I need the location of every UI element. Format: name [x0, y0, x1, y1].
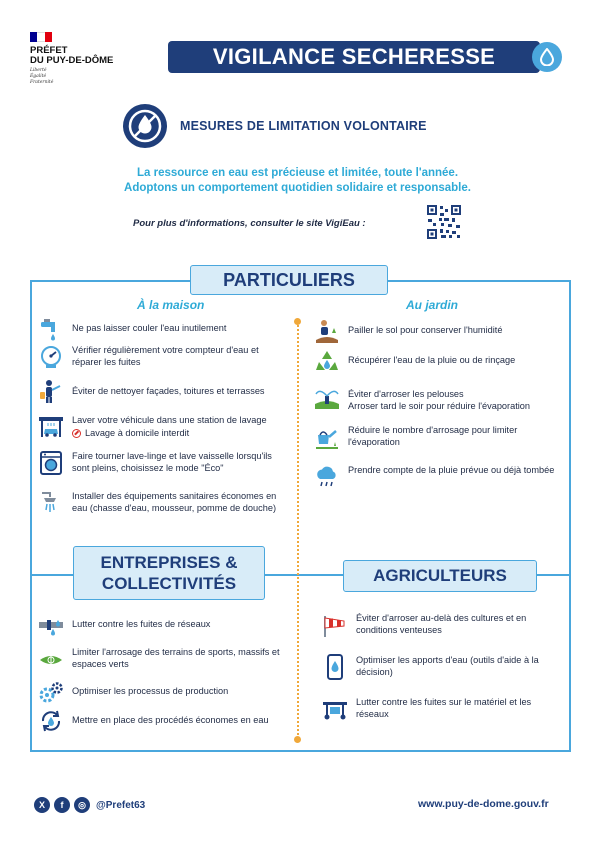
item-text: Prendre compte de la pluie prévue ou déjà tombée — [348, 465, 555, 475]
list-item — [38, 680, 290, 706]
item-text: Éviter d'arroser les pelouses — [348, 389, 464, 399]
gardener-mulch-icon — [314, 318, 340, 344]
washing-machine-icon — [38, 450, 64, 476]
list-item — [38, 708, 296, 734]
lawn-sprinkler-icon — [314, 384, 340, 410]
column-divider — [297, 322, 299, 742]
list-item — [38, 450, 290, 476]
no-water-drop-icon — [122, 103, 168, 149]
agriculteurs-title: AGRICULTEURS — [373, 566, 507, 585]
windsock-icon — [322, 612, 348, 638]
facebook-icon[interactable]: f — [54, 797, 70, 813]
watering-can-icon — [314, 424, 340, 450]
motto-fraternite: Fraternité — [30, 80, 54, 85]
shower-head-icon — [38, 490, 64, 516]
divider-dot-top — [294, 318, 301, 325]
rain-cloud-icon — [314, 464, 340, 490]
entreprises-heading — [73, 546, 265, 600]
prohibited-icon — [72, 429, 81, 438]
intro-line-1: La ressource en eau est précieuse et limitée, toute l'année. — [136, 167, 459, 179]
social-handle[interactable]: @Prefet63 — [96, 799, 146, 811]
list-item — [314, 348, 566, 374]
list-item — [38, 612, 290, 638]
recycle-water-icon — [314, 348, 340, 374]
sports-field-icon — [38, 646, 64, 672]
motto-liberte: Liberté — [30, 68, 47, 73]
list-item — [38, 344, 290, 370]
prefet-line-2: DU PUY-DE-DÔME — [30, 55, 114, 66]
measures-subtitle: MESURES DE LIMITATION VOLONTAIRE — [180, 119, 427, 133]
item-text-block — [348, 388, 530, 412]
item-text: Optimiser les processus de production — [72, 686, 229, 696]
entreprises-title-line-1: ENTREPRISES & — [100, 553, 238, 572]
instagram-icon[interactable]: ◎ — [74, 797, 90, 813]
flag-red-band — [45, 32, 52, 42]
item-text: Ne pas laisser couler l'eau inutilement — [72, 323, 227, 333]
item-text: Récupérer l'eau de la pluie ou de rinçage — [348, 355, 516, 365]
item-text: Optimiser les apports d'eau (outils d'aide à la décision) — [356, 655, 539, 677]
list-item — [314, 384, 572, 412]
particuliers-title: PARTICULIERS — [223, 269, 355, 290]
list-item — [314, 318, 566, 344]
item-text: Installer des équipements sanitaires économes en eau (chasse d'eau, mousseur, pomme de douche) — [72, 491, 277, 513]
republic-motto — [30, 68, 140, 86]
agriculteurs-heading — [343, 560, 537, 592]
list-item — [38, 378, 290, 404]
maison-heading: À la maison — [137, 298, 205, 312]
intro-text — [60, 166, 535, 196]
website-link[interactable]: www.puy-de-dome.gouv.fr — [418, 798, 549, 810]
list-item — [322, 654, 566, 680]
social-links — [34, 797, 145, 813]
item-text: Réduire le nombre d'arrosage pour limiter l'évaporation — [348, 425, 518, 447]
list-item — [314, 424, 566, 450]
list-item — [38, 646, 290, 672]
item-text: Faire tourner lave-linge et lave vaisselle lorsqu'ils sont pleins, choisissez le mode "Éco" — [72, 451, 272, 473]
item-text: Laver votre véhicule dans une station de lavage — [72, 415, 267, 425]
list-item — [314, 464, 566, 490]
item-text: Limiter l'arrosage des terrains de sports, massifs et espaces verts — [72, 647, 280, 669]
phone-drop-icon — [322, 654, 348, 680]
item-text: Lutter contre les fuites de réseaux — [72, 619, 211, 629]
water-drop-icon — [532, 42, 562, 72]
item-text: Mettre en place des procédés économes en eau — [72, 715, 269, 725]
prefecture-logo — [30, 32, 140, 86]
qr-code-icon[interactable] — [426, 204, 462, 240]
item-note-text: Lavage à domicile interdit — [85, 428, 190, 438]
pressure-washer-icon — [38, 378, 64, 404]
jardin-heading: Au jardin — [406, 298, 459, 312]
vigieau-info: Pour plus d'informations, consulter le site VigiEau : — [133, 218, 366, 229]
entreprises-title — [101, 552, 238, 594]
item-text: Pailler le sol pour conserver l'humidité — [348, 325, 503, 335]
list-item — [322, 612, 566, 638]
title-banner — [168, 41, 540, 73]
item-text: Lutter contre les fuites sur le matériel et les réseaux — [356, 697, 532, 719]
water-meter-icon — [38, 344, 64, 370]
irrigation-equipment-icon — [322, 696, 348, 722]
leaking-pipe-icon — [38, 612, 64, 638]
motto-egalite: Égalité — [30, 74, 47, 79]
gears-icon — [38, 680, 64, 706]
item-text: Vérifier régulièrement votre compteur d'eau et réparer les fuites — [72, 345, 259, 367]
list-item — [38, 316, 290, 342]
intro-line-2: Adoptons un comportement quotidien solidaire et responsable. — [124, 182, 471, 194]
item-text: Éviter de nettoyer façades, toitures et terrasses — [72, 386, 265, 396]
x-icon[interactable]: X — [34, 797, 50, 813]
item-text-2: Arroser tard le soir pour réduire l'évaporation — [348, 401, 531, 411]
page-title: VIGILANCE SECHERESSE — [212, 44, 496, 69]
item-text-block — [72, 414, 267, 439]
prefet-line-1: PRÉFET — [30, 45, 68, 56]
french-flag-icon — [30, 32, 52, 42]
list-item — [38, 490, 290, 516]
faucet-icon — [38, 316, 64, 342]
water-cycle-icon — [38, 708, 64, 734]
divider-dot-bottom — [294, 736, 301, 743]
item-note — [72, 427, 267, 439]
item-text: Éviter d'arroser au-delà des cultures et en conditions venteuses — [356, 613, 527, 635]
list-item — [38, 414, 296, 440]
flag-white-band — [37, 32, 44, 42]
particuliers-heading — [190, 265, 388, 295]
flag-blue-band — [30, 32, 37, 42]
list-item — [322, 696, 566, 722]
car-wash-icon — [38, 414, 64, 440]
entreprises-title-line-2: COLLECTIVITÉS — [101, 574, 237, 593]
